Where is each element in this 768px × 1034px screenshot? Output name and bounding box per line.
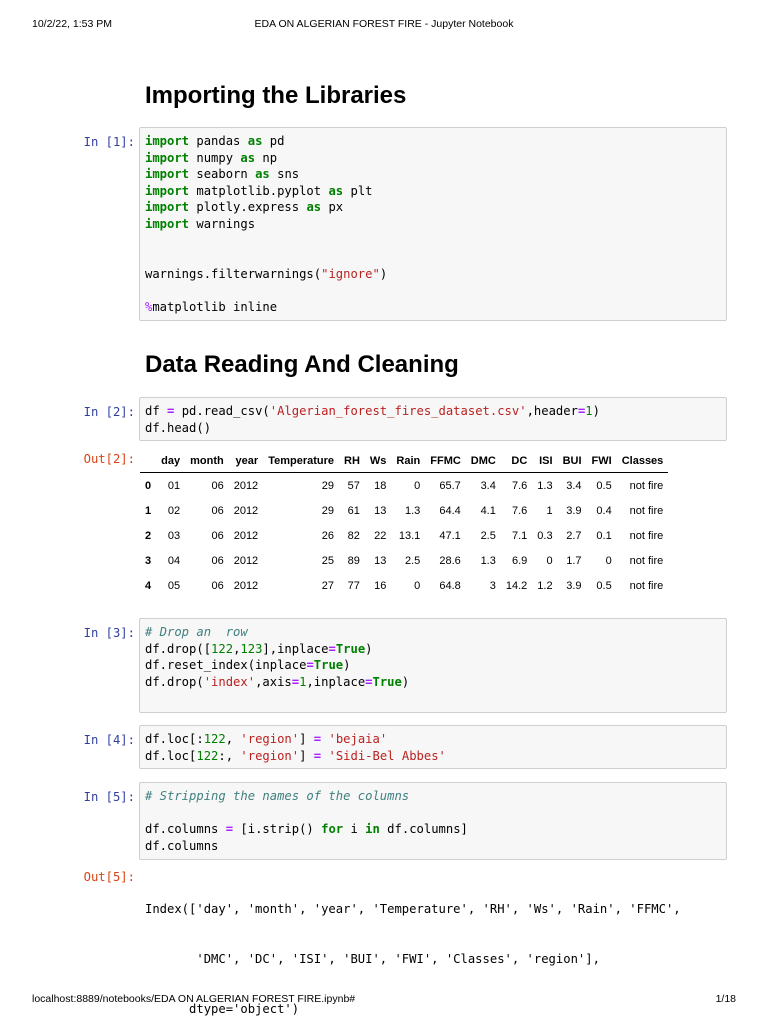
table-cell: 2012 — [233, 479, 259, 492]
code-token: = — [577, 404, 586, 418]
table-cell: 6.9 — [511, 554, 528, 567]
table-cell: 29 — [321, 479, 335, 492]
code-token: df.columns — [145, 838, 219, 853]
code-cell-3[interactable] — [139, 618, 727, 713]
prompt-out-2: Out[2]: — [83, 452, 135, 466]
code-token: np — [255, 150, 278, 165]
table-cell: 2012 — [233, 504, 259, 517]
table-cell: 13 — [374, 504, 387, 517]
code-token: ) — [379, 266, 388, 281]
table-cell: 3.9 — [566, 579, 582, 592]
code-token: 123 — [240, 641, 263, 656]
code-line[interactable] — [145, 641, 721, 658]
dataframe-column-header: Ws — [365, 450, 392, 473]
code-line[interactable] — [145, 657, 721, 674]
table-cell: 2.7 — [566, 529, 582, 542]
dataframe-column-header: RH — [339, 450, 365, 473]
code-token: 1 — [299, 674, 307, 689]
table-cell: 1.7 — [566, 554, 582, 567]
code-token: 'region' — [240, 732, 300, 746]
code-token: pd — [262, 134, 285, 148]
code-token: 122 — [196, 748, 219, 763]
dataframe-column-header: year — [229, 450, 263, 473]
table-cell: 04 — [167, 554, 181, 567]
table-cell: not fire — [629, 504, 664, 517]
table-cell: 64.8 — [439, 579, 461, 592]
code-token: = — [365, 674, 373, 689]
table-cell: 0.1 — [596, 529, 612, 542]
table-cell: 0.5 — [596, 479, 612, 492]
code-token: ) — [365, 641, 373, 656]
code-cell-1-source[interactable] — [145, 133, 721, 316]
dataframe-column-header: FWI — [587, 450, 617, 473]
code-token: ,header — [526, 404, 578, 418]
table-cell: 2012 — [233, 554, 259, 567]
code-token: import — [145, 216, 190, 231]
code-token: ) — [592, 404, 600, 418]
table-row — [140, 473, 668, 499]
code-line[interactable] — [145, 624, 721, 641]
print-header — [0, 18, 768, 32]
code-token: 122 — [211, 641, 234, 656]
row-index: 1 — [145, 504, 152, 517]
code-token: True — [313, 658, 344, 673]
code-token: df.head() — [145, 420, 212, 435]
code-token: :, — [218, 748, 241, 763]
dataframe-column-header: Rain — [391, 450, 425, 473]
code-token: ,axis — [255, 674, 292, 689]
table-cell: 7.6 — [511, 504, 528, 517]
table-cell: 64.4 — [439, 504, 461, 517]
table-cell: 1.3 — [537, 479, 553, 492]
dataframe-column-header: Classes — [617, 450, 669, 473]
table-row — [140, 523, 668, 548]
code-token: ] — [299, 732, 314, 746]
code-token: numpy — [189, 150, 241, 165]
code-line[interactable] — [145, 199, 721, 216]
table-cell: 0.4 — [596, 504, 612, 517]
table-cell: 13 — [374, 554, 387, 567]
table-cell: 29 — [321, 504, 335, 517]
code-line[interactable] — [145, 282, 721, 299]
code-token: warnings — [189, 216, 256, 231]
code-token: df.loc[: — [145, 732, 204, 746]
dataframe-column-header: FFMC — [425, 450, 466, 473]
code-token: = — [225, 822, 234, 837]
code-line[interactable] — [145, 805, 721, 822]
code-token: df.drop( — [145, 674, 204, 689]
table-cell: 2012 — [233, 579, 259, 592]
table-cell: 1.3 — [480, 554, 496, 567]
table-cell: 1 — [546, 504, 553, 517]
code-token: ,inplace — [306, 674, 366, 689]
table-cell: 18 — [374, 479, 387, 492]
code-line[interactable] — [145, 731, 721, 748]
code-line[interactable] — [145, 788, 721, 805]
code-token: True — [372, 674, 402, 689]
output-cell-5 — [145, 868, 681, 1034]
code-line[interactable] — [145, 674, 721, 691]
table-cell: 22 — [374, 529, 387, 542]
code-line[interactable] — [145, 249, 721, 266]
code-token: as — [255, 167, 270, 182]
code-token: 1 — [585, 404, 593, 418]
table-cell: 06 — [211, 579, 224, 592]
table-cell: 3 — [489, 579, 496, 592]
table-cell: 0 — [414, 579, 421, 592]
table-cell: 0 — [414, 479, 421, 492]
code-token: df.columns] — [379, 822, 468, 837]
code-token: ) — [401, 674, 410, 689]
prompt-in-4: In [4]: — [83, 733, 135, 747]
code-line[interactable] — [145, 420, 721, 437]
code-line[interactable] — [145, 216, 721, 233]
code-token: = — [167, 404, 175, 418]
code-cell-4[interactable] — [139, 725, 727, 769]
dataframe-column-header: day — [156, 450, 185, 473]
code-token: for — [321, 822, 344, 837]
output-line: 'DMC', 'DC', 'ISI', 'BUI', 'FWI', 'Classes', 'region'], — [145, 951, 600, 966]
print-title: EDA ON ALGERIAN FOREST FIRE - Jupyter Notebook — [254, 18, 514, 30]
code-token: df.reset_index(inplace — [145, 658, 307, 673]
code-token: df.columns — [145, 822, 226, 837]
code-token: plt — [343, 183, 373, 198]
table-cell: 05 — [167, 579, 181, 592]
table-row — [140, 498, 668, 523]
output-line: Index(['day', 'month', 'year', 'Temperature', 'RH', 'Ws', 'Rain', 'FFMC', — [145, 902, 681, 917]
print-footer — [0, 993, 768, 1007]
dataframe-body — [140, 473, 668, 599]
code-token: pandas — [189, 134, 248, 148]
table-cell: 27 — [321, 579, 335, 592]
code-line[interactable] — [145, 748, 721, 765]
code-token: in — [365, 822, 380, 837]
code-cell-5[interactable] — [139, 782, 727, 860]
table-cell: not fire — [629, 479, 664, 492]
table-cell: 13.1 — [398, 529, 421, 542]
code-token: ] — [299, 748, 314, 763]
dataframe-header — [140, 450, 668, 473]
row-index: 3 — [145, 554, 152, 567]
row-index: 2 — [145, 529, 152, 542]
code-line[interactable] — [145, 233, 721, 250]
table-cell: 3.9 — [566, 504, 582, 517]
table-cell: 01 — [167, 479, 181, 492]
table-cell: 0.3 — [537, 529, 553, 542]
table-cell: 28.6 — [439, 554, 461, 567]
table-cell: 26 — [321, 529, 335, 542]
table-cell: not fire — [629, 554, 664, 567]
print-url: localhost:8889/notebooks/EDA ON ALGERIAN FOREST FIRE.ipynb# — [32, 993, 356, 1005]
table-cell: 06 — [211, 504, 224, 517]
table-cell: 2.5 — [480, 529, 496, 542]
table-cell: 14.2 — [505, 579, 528, 592]
table-cell: 3.4 — [480, 479, 496, 492]
code-line[interactable] — [145, 403, 721, 420]
prompt-in-1: In [1]: — [83, 135, 135, 149]
code-token: import — [145, 183, 190, 198]
dataframe-header-row — [140, 450, 668, 473]
code-cell-2-source[interactable] — [145, 403, 721, 436]
code-token: # Stripping the names of the columns — [145, 789, 410, 803]
code-token: as — [240, 150, 256, 165]
dataframe-column-header: DMC — [466, 450, 501, 473]
table-cell: 16 — [374, 579, 387, 592]
code-line[interactable] — [145, 821, 721, 838]
print-timestamp: 10/2/22, 1:53 PM — [32, 18, 112, 30]
code-token: as — [247, 134, 263, 148]
code-token: ],inplace — [262, 641, 329, 656]
code-token: import — [145, 200, 190, 215]
code-token: 'index' — [203, 674, 256, 689]
table-cell: 4.1 — [480, 504, 496, 517]
code-line[interactable] — [145, 166, 721, 183]
code-token: i — [343, 822, 366, 837]
code-cell-5-source[interactable] — [145, 788, 721, 854]
code-token: as — [306, 200, 322, 215]
code-token: seaborn — [189, 167, 256, 182]
code-token: 'region' — [240, 748, 300, 763]
table-cell: 61 — [347, 504, 360, 517]
code-token: 'bejaia' — [328, 732, 388, 746]
code-line[interactable] — [145, 299, 721, 316]
code-cell-1[interactable] — [139, 127, 727, 321]
code-token: = — [313, 732, 322, 746]
code-token: sns — [269, 167, 300, 182]
code-token: matplotlib.pyplot — [189, 183, 329, 198]
table-cell: 06 — [211, 479, 224, 492]
table-cell: 3.4 — [566, 479, 582, 492]
table-cell: 7.1 — [511, 529, 528, 542]
row-index: 0 — [145, 479, 152, 492]
output-line: dtype='object') — [145, 1001, 300, 1016]
code-token: = — [306, 658, 314, 673]
table-cell: not fire — [629, 579, 664, 592]
code-token: [i.strip() — [233, 822, 322, 837]
table-cell: 1.3 — [404, 504, 421, 517]
code-token: 'Algerian_forest_fires_dataset.csv' — [269, 404, 527, 418]
code-token: import — [145, 134, 190, 148]
code-token: = — [328, 641, 336, 656]
table-cell: 47.1 — [439, 529, 461, 542]
code-token: plotly.express — [189, 200, 307, 215]
table-cell: 2012 — [233, 529, 259, 542]
code-token: 'Sidi-Bel Abbes' — [328, 748, 446, 763]
table-cell: 1.2 — [537, 579, 553, 592]
code-cell-4-source[interactable] — [145, 731, 721, 764]
row-index: 4 — [145, 579, 152, 592]
code-token: pd.read_csv( — [174, 404, 270, 418]
code-line[interactable] — [145, 150, 721, 167]
table-cell: 77 — [347, 579, 360, 592]
table-cell: 57 — [347, 479, 360, 492]
print-page-number: 1/18 — [715, 993, 736, 1005]
table-cell: 2.5 — [404, 554, 421, 567]
code-token: % — [145, 299, 153, 314]
dataframe-index-header — [140, 450, 156, 473]
dataframe-column-header: BUI — [558, 450, 587, 473]
code-cell-3-source[interactable] — [145, 624, 721, 690]
code-token: "ignore" — [321, 266, 380, 281]
code-token: df.loc[ — [145, 748, 197, 763]
code-token: True — [335, 641, 366, 656]
table-cell: 0.5 — [596, 579, 612, 592]
heading-data-reading: Data Reading And Cleaning — [145, 351, 459, 378]
dataframe-column-header: Temperature — [263, 450, 339, 473]
code-token: import — [145, 167, 190, 182]
table-cell: 65.7 — [439, 479, 461, 492]
table-cell: 06 — [211, 554, 224, 567]
prompt-in-5: In [5]: — [83, 790, 135, 804]
code-token: 122 — [203, 732, 226, 746]
code-line[interactable] — [145, 266, 721, 283]
dataframe-column-header: ISI — [532, 450, 557, 473]
dataframe-output — [140, 450, 668, 598]
code-token: = — [291, 674, 300, 689]
table-row — [140, 548, 668, 573]
code-token: , — [225, 732, 241, 746]
code-token: df.drop([ — [145, 641, 212, 656]
code-line[interactable] — [145, 133, 721, 150]
table-cell: 82 — [347, 529, 360, 542]
table-cell: 0 — [605, 554, 612, 567]
code-token: matplotlib inline — [152, 299, 278, 314]
code-line[interactable] — [145, 838, 721, 855]
prompt-out-5: Out[5]: — [83, 870, 135, 884]
code-line[interactable] — [145, 183, 721, 200]
dataframe-column-header: month — [185, 450, 229, 473]
table-row — [140, 573, 668, 598]
dataframe-column-header: DC — [501, 450, 532, 473]
code-token: ) — [343, 658, 351, 673]
code-token: df — [145, 404, 168, 418]
prompt-in-2: In [2]: — [83, 405, 135, 419]
table-cell: 02 — [167, 504, 181, 517]
code-token: , — [233, 641, 241, 656]
table-cell: 89 — [347, 554, 360, 567]
code-token: warnings.filterwarnings( — [145, 266, 322, 281]
table-cell: 7.6 — [511, 479, 528, 492]
table-cell: 06 — [211, 529, 224, 542]
table-cell: not fire — [629, 529, 664, 542]
code-token: import — [145, 150, 190, 165]
code-token: px — [321, 200, 344, 215]
heading-importing-libraries: Importing the Libraries — [145, 82, 407, 109]
prompt-in-3: In [3]: — [83, 626, 135, 640]
table-cell: 03 — [167, 529, 181, 542]
code-token: # Drop an row — [145, 625, 248, 639]
code-token: as — [328, 183, 344, 198]
table-cell: 25 — [321, 554, 335, 567]
table-cell: 0 — [546, 554, 553, 567]
code-cell-2[interactable] — [139, 397, 727, 441]
code-token: = — [313, 748, 322, 763]
